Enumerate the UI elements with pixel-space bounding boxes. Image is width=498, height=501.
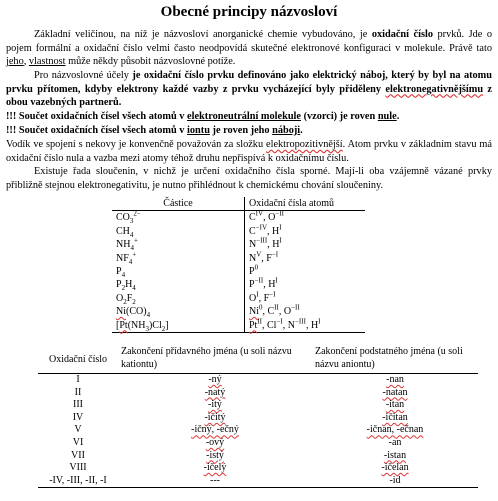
noun-cell: -id (389, 474, 401, 486)
table-row (112, 252, 365, 265)
ox-cell: II (74, 386, 82, 398)
noun-cell: -itan (385, 399, 405, 411)
noun-cell: -ičnan, -ečnan (366, 424, 424, 436)
table-row (38, 462, 478, 475)
noun-cell: -natan (382, 386, 408, 398)
particle-cell: $O_2F_2$ (116, 292, 136, 306)
intro-underlined-word: jeho (6, 56, 24, 68)
rule-ion: !!! Součet oxidačních čísel všech atomů v iontu je roven jeho náboji. (6, 125, 303, 136)
hydrogen-text-rest: . Atom prvku v základním stavu má oxidační číslo nula a vazba mezi atomy téhož druhu nepřispívá k oxidačnímu číslu. (6, 139, 493, 164)
hydrogen-wavy-word: elektropozitivnější (266, 139, 343, 150)
definition-lead: Pro názvoslovné účely (34, 70, 129, 81)
table-row (38, 475, 478, 488)
particle-cell: $[Pt(NH_3)Cl_2]$ (112, 319, 245, 333)
oxidation-col-header: Oxidační čísla atomů (245, 197, 366, 211)
rule1-text: !!! Součet oxidačních čísel všech atomů v (6, 111, 185, 122)
paragraph-disputed (6, 165, 492, 192)
intro-text: Základní veličinou, na níž je názvosloví anorganické chemie vybudováno, je (34, 29, 368, 40)
table-row (38, 424, 478, 437)
noun-ending-header: Zakončení podstatného jména (u soli názvu aniontu) (312, 345, 478, 374)
particle-cell: $Ni(CO)_4$ (116, 306, 151, 320)
disputed-text: Existuje řada sloučenin, v nichž je určení oxidačního čísla sporné. Mají-li oba vzájemně vázané prvky přibližně stejnou elektronegativitu, je nutno přihlédnout k chemickému chování sloučeniny. (6, 166, 492, 191)
noun-cell: -ičelan (381, 462, 409, 474)
paragraph-definition (6, 69, 492, 110)
ox-cell: I (76, 374, 80, 385)
intro-text-end: může někdy působit názvoslovné potíže. (68, 56, 236, 68)
intro-text-rest: prvků. Jde o pojem formální a oxidační číslo velmi často neodpovídá skutečné elektronové konfiguraci v molekule. Právě tato (6, 29, 493, 54)
oxidation-cell: $O^I$, $F^{-I}$ (245, 292, 366, 305)
table-row (112, 211, 365, 225)
table-row (112, 319, 365, 333)
ox-cell: V (74, 424, 82, 436)
rule1-underlined: elektroneutrální molekule (187, 111, 301, 122)
adj-cell: -ičitý (204, 411, 226, 423)
definition-wavy-word: elektronegativnějšímu (385, 83, 484, 95)
oxidation-cell: Ni$^0$, $C^{II}$, $O^{-II}$ (245, 305, 366, 318)
rule-molecule: !!! Součet oxidačních čísel všech atomů v elektroneutrální molekule (vzorci) je roven nule. (6, 111, 400, 122)
table-row (38, 450, 478, 463)
endings-table (38, 345, 478, 488)
oxidation-cell: $N^V$, $F^{-I}$ (245, 252, 366, 265)
table-row (112, 238, 365, 251)
rule2-text-2: je roven jeho (212, 125, 270, 136)
adj-cell: -ný (208, 374, 222, 385)
adj-cell: -istý (206, 449, 224, 461)
particle-cell: $NH_4^+$ (116, 236, 138, 253)
oxidation-cell: $C^{-IV}$, $H^I$ (245, 225, 366, 238)
rule1-text-2: (vzorci) je roven (303, 111, 376, 122)
intro-underlined-word-2: vlastnost (28, 56, 66, 68)
adjective-ending-header: Zakončení přídavného jména (u soli názvu kationtu) (118, 345, 312, 374)
rule1-nule: nule (377, 111, 397, 122)
table-row (112, 278, 365, 291)
ox-cell: VI (72, 436, 84, 448)
oxidation-cell: $P^{-II}$, $H^I$ (245, 278, 366, 291)
adj-cell: -itý (208, 399, 222, 411)
rule2-underlined: iontu (187, 125, 210, 136)
ox-cell: VII (71, 449, 85, 461)
particle-cell: $CH_4$ (116, 225, 134, 239)
paragraph-intro: Základní veličinou, na níž je názvosloví anorganické chemie vybudováno, je oxidační číslo prvků. Jde o pojem formální a oxidační číslo velmi často neodpovídá skutečné elektronové konfiguraci v molekule. Právě tato jeho, vlastnost může někdy působit názvoslovné potíže. (6, 29, 493, 68)
adj-cell: -natý (204, 386, 226, 398)
definition-bold: je oxidační číslo prvku definováno jako elektrický náboj, který by byl na atomu prvku přítomen, kdyby elektrony každé vazby z prvku vycházející byly přiděleny (6, 70, 492, 95)
ox-cell: III (73, 399, 83, 411)
page-title: Obecné principy názvosloví (160, 4, 338, 20)
particle-cell: $P_4$ (116, 265, 126, 279)
definition-bold-end: z obou vazebných partnerů. (6, 83, 492, 109)
adj-cell: -ičelý (203, 462, 227, 474)
noun-cell: -ičitan (382, 411, 408, 423)
ox-number-header: Oxidační číslo (38, 345, 118, 374)
particle-cell: $CO_3^{2-}$ (116, 210, 141, 226)
particles-col-header: Částice (112, 197, 245, 211)
particle-cell: $NF_4^+$ (116, 250, 137, 266)
adj-cell: --- (210, 474, 220, 486)
table-row (112, 292, 365, 305)
oxidation-cell: $N^{-III}$, $H^I$ (245, 238, 366, 251)
noun-cell: -an (388, 436, 402, 448)
oxidation-cell: $Pt^{II}$, $Cl^{-I}$, $N^{-III}$, $H^I$ (245, 319, 366, 333)
noun-cell: -nan (386, 374, 404, 385)
rule2-text: !!! Součet oxidačních čísel všech atomů v (6, 125, 185, 136)
adj-cell: -ový (205, 436, 225, 448)
table-row (112, 225, 365, 238)
paragraph-hydrogen (6, 138, 492, 165)
rule2-naboji: náboji (272, 125, 301, 136)
table-row (38, 399, 478, 412)
ox-cell: VIII (69, 462, 87, 474)
oxidation-cell: $C^{IV}$, $O^{-II}$ (245, 211, 366, 225)
intro-bold-term: oxidační číslo (371, 29, 433, 40)
ox-cell: IV (72, 411, 84, 423)
adj-cell: -ičný, -ečný (191, 424, 239, 436)
particles-table (112, 197, 365, 333)
particle-cell: $P_2H_4$ (116, 279, 136, 293)
oxidation-cell: $P^0$ (245, 265, 366, 278)
table-row (38, 374, 478, 387)
table-row (38, 412, 478, 425)
hydrogen-text: Vodík ve spojení s nekovy je konvenčně považován za složku (6, 139, 264, 150)
table-row (38, 437, 478, 450)
noun-cell: -istan (383, 449, 407, 461)
table-row (38, 387, 478, 400)
table-row (112, 265, 365, 278)
table-row (112, 305, 365, 318)
ox-cell: -IV, -III, -II, -I (38, 475, 118, 488)
